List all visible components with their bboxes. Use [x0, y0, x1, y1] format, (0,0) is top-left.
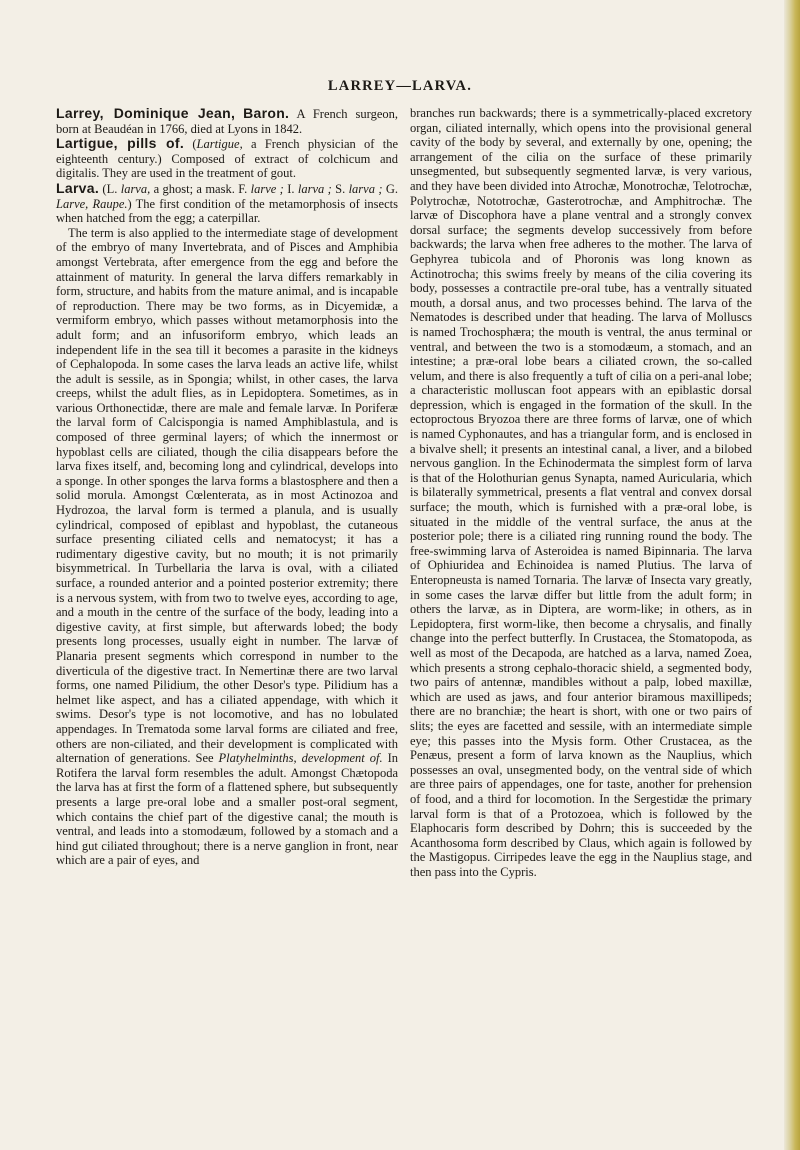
- larva-etym-spanish: larva ;: [348, 181, 383, 196]
- larva-etym-e: G.: [385, 181, 398, 196]
- larva-etym-d: S.: [335, 181, 346, 196]
- headword-lartigue: Lartigue, pills of.: [56, 135, 185, 152]
- headword-larrey-given: Dominique Jean,: [113, 105, 236, 121]
- entry-larrey-text: A French surgeon, born at Beaudéan in 1766, died at Lyons in 1842.: [56, 107, 398, 136]
- entry-lartigue: [56, 136, 398, 181]
- page-edge: [784, 0, 800, 1150]
- larva-p2-text: The term is also applied to the intermediate stage of development of the embryo of many Invertebrata, and of Pisces and Amphibia amongst Vertebrata, after emergence from the egg and before the attainment of maturity. In general the larva differs remarkably in form, structure, and habits from the mature animal, and is incapable of reproduction. There may be two forms, as in Dicyemidæ, a vermiform embryo, which passes without metamorphosis into the adult form; and an infusoriform embryo, which leads an independent life in the sea till it becomes a parasite in the kidneys of Cephalopoda. In some cases the larva leads an active life, whilst the adult is sessile, as in Spongia; whilst, in other cases, the larva creeps, whilst the adult flies, as in Lepidoptera. Sometimes, as in various Orthonectidæ, there are male and female larvæ. In Poriferæ the larval form of Calcispongia is named Amphiblastula, and is composed of three germinal layers; of which the innermost or hypoblast cells are ciliated, though the cilia disappears before the larva fixes itself, and, becoming long and cylindrical, develops into a sponge. In other sponges the larva forms a blastosphere and then a solid morula. Amongst Cœlenterata, as in most Actinozoa and Hydrozoa, the larval form is termed a planula, and is usually cylindrical, composed of epiblast and hypoblast, the cutaneous surface presenting ciliated cells and nematocyst; it has a rudimentary digestive cavity, but no mouth; it is not primarily bisymmetrical. In Turbellaria the larva is oval, with a ciliated surface, a rounded anterior and a pointed posterior extremity; there is a nervous system, with from two to twelve eyes, according to age, and a mouth in the centre of the surface of the body, leading into a digestive cavity, at first simple, but afterwards lobed; the body presents long processes, usually eight in number. The larvæ of Planaria present segments which correspond in number to the diverticula of the digestive tract. In Nemertinæ there are two larval forms, one named Pilidium, the other Desor's type. Pilidium has a helmet like aspect, and has a ciliated appendage, with which it swims. Desor's type is not locomotive, and has no lobulated appendages. In Trematoda some larval forms are ciliated and free, others are non-ciliated, and their development is complicated with alternation of generations. See: [56, 225, 398, 766]
- larva-etym-german: Larve, Raupe.: [56, 196, 128, 211]
- larva-etym-a: (L.: [102, 181, 118, 196]
- lartigue-paren: (: [192, 137, 197, 152]
- larva-see-reference: Platyhelminths, development of.: [218, 751, 383, 766]
- headword-larrey-title: Baron.: [243, 105, 290, 121]
- right-column: [410, 106, 752, 879]
- larva-p2-tail: In Rotifera the larval form resembles the adult. Amongst Chætopoda the larva has at first the form of a flattened sphere, but subsequently presents a large pre-oral lobe and a smaller post-oral segment, which contains the chief part of the digestive canal; the mouth is ventral, and leads into a stomodæum, followed by a stomach and a hind gut ciliated throughout; there is a nerve ganglion in front, near which are a pair of eyes, and: [56, 751, 398, 868]
- headword-larva: Larva.: [56, 179, 100, 196]
- entry-larrey: [56, 106, 398, 136]
- running-head: LARREY—LARVA.: [327, 78, 473, 94]
- larva-etym-french: larve ;: [250, 181, 284, 196]
- left-column: [56, 106, 398, 868]
- entry-lartigue-text: a French physician of the eighteenth century.) Composed of extract of colchicum and digitalis. They are used in the treatment of gout.: [56, 137, 398, 181]
- larva-etym-c: I.: [287, 181, 295, 196]
- larva-continuation: branches run backwards; there is a symmetrically-placed excretory organ, ciliated internally, which opens into the provisional general cavity of the body by several, and externally by one, opening; the arrangement of the cilia on the surface of these primarily unsegmented, but subsequently segmented larvæ, is very various, and they have been divided into Atrochæ, Monotrochæ, Telotrochæ, Polytrochæ, Nototrochæ, Gasterotrochæ, and Amphitrochæ. The larvæ of Discophora have a plane ventral and a strongly convex dorsal surface; the segments develop successively from before backwards; the larva when free adheres to the mother. The larva of Gephyrea tubicola and of Phoronis was long known as Actinotrocha; this swims freely by means of the cilia covering its body, possesses a contractile pre-oral tube, has a ventrally situated mouth, a dorsal anus, and two processes behind. The larva of the Nematodes is described under that heading. The larva of Molluscs is named Trochosphæra; the mouth is ventral, the anus terminal or ventral, and between the two is a stomodæum, a stomach, and an intestine; a præ-oral lobe bears a ciliated crown, the so-called velum, and there is also frequently a tuft of cilia on a peri-anal lobe; a characteristic molluscan foot appears with an epiblastic dorsal depression, which is engaged in the formation of the skull. In the ectoproctous Bryozoa there are three forms of larvæ, one of which is named Cyphonautes, and has a triangular form, and is enclosed in a bivalve shell; it presents an intestinal canal, a liver, and a bilobed nervous ganglion. In the Echinodermata the simplest form of larva is that of the Holothurian genus Synapta, named Auricularia, which is bilaterally symmetrical, presents a flat ventral and convex dorsal surface; the mouth, which is furnished with a præ-oral lobe, is situated in the middle of the ventral surface, the anus at the posterior pole; there is a ciliated ring running round the body. The free-swimming larva of Asteroidea is named Bipinnaria. The larva of Ophiuridea and Echinoidea is named Plutius. The larva of Enteropneusta is named Tornaria. The larvæ of Insecta vary greatly, in some cases the larvæ differ but little from the adult form; in others the larvæ, as in Diptera, are worm-like; in others, as in Lepidoptera, first worm-like, then become a chrysalis, and finally change into the perfect butterfly. In Crustacea, the Stomatopoda, as well as most of the Decapoda, are hatched as a larva, named Zoea, which presents a strong cephalo-thoracic shield, a segmented body, two pairs of antennæ, mandibles without a palp, lobed maxillæ, which are used as jaws, and four anterior biramous maxillipeds; there are no branchiæ; the heart is short, with one or two pairs of slits; the eyes are facetted and sessile, with an intermediate simple eye; this passes into the Mysis form. Other Crustacea, as the Penæus, present a form of larva known as the Nauplius, which possesses an oval, unsegmented body, on the ventral side of which are three pairs of appendages, one for taste, another for prehension of food, and a third for locomotion. In the Sergestidæ the primary larval form is that of a Protozoea, which is followed by the Elaphocaris form described by Dohrn; this is succeeded by the Acanthosoma form described by Claus, which again is followed by the Mastigopus. Cirripedes leave the egg in the Nauplius stage, and then pass into the Cypris.: [410, 106, 752, 879]
- larva-etym-latin: larva,: [120, 181, 151, 196]
- headword-larrey: Larrey,: [56, 105, 104, 121]
- lartigue-fr: Lartigue,: [196, 137, 243, 152]
- larva-etym-b: a ghost; a mask. F.: [153, 181, 248, 196]
- larva-etym-italian: larva ;: [297, 181, 332, 196]
- larva-paragraph-2: [56, 226, 398, 868]
- larva-definition: ) The first condition of the metamorphosis of insects when hatched from the egg; a caterpillar.: [56, 196, 398, 226]
- entry-larva: [56, 181, 398, 226]
